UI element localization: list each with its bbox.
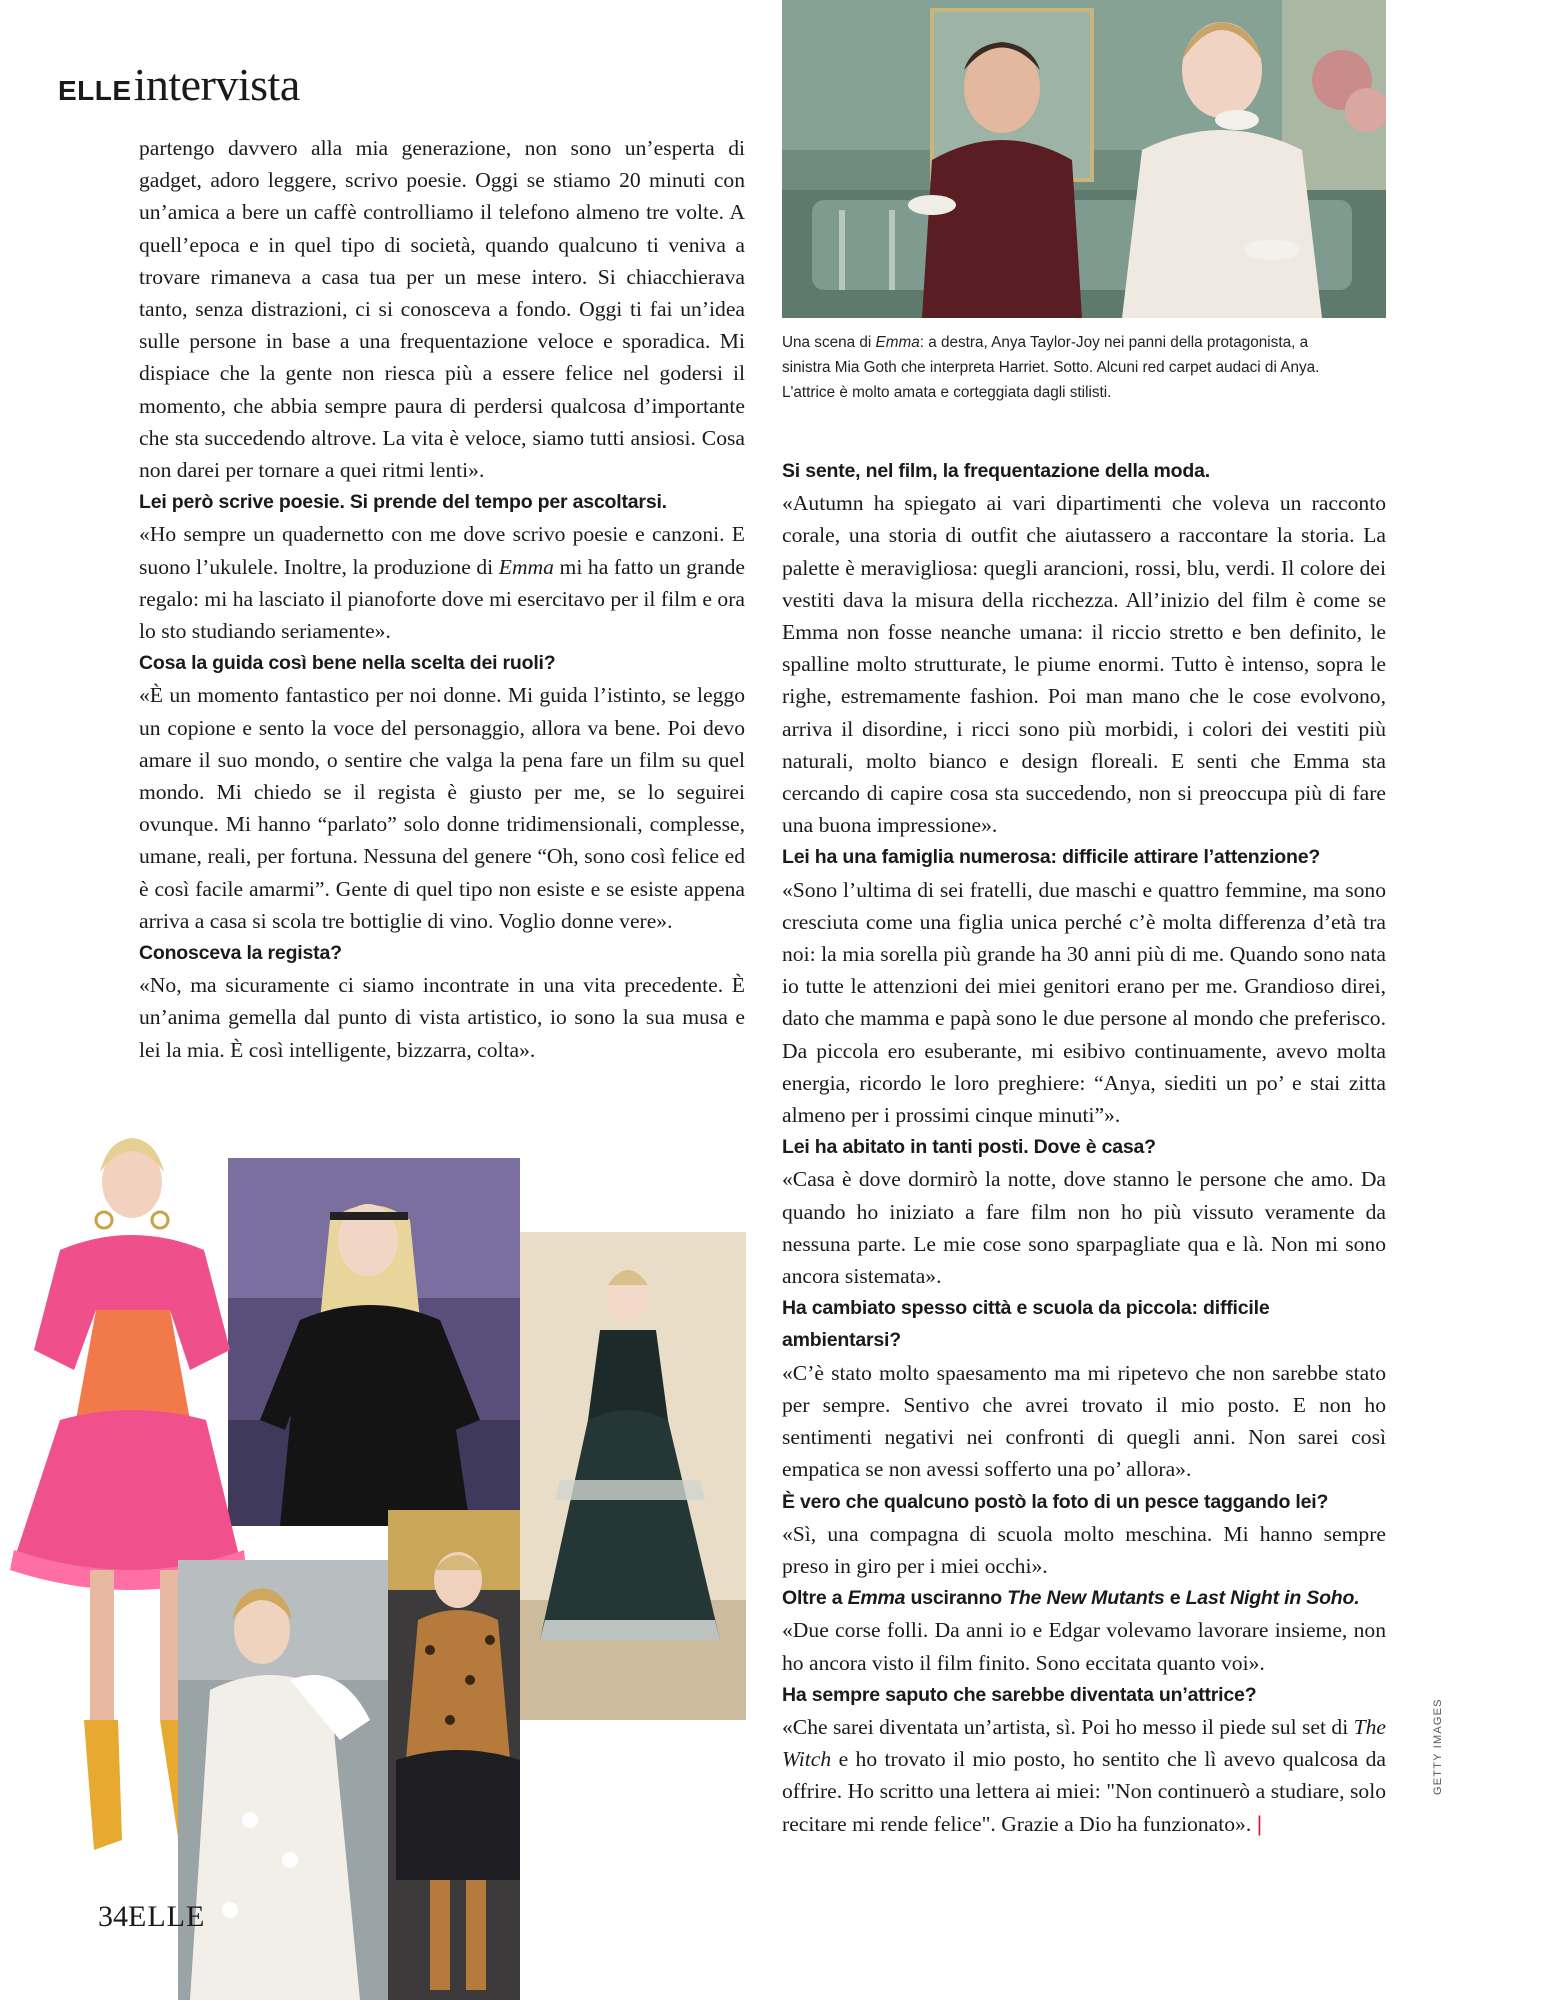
interview-question: Si sente, nel film, la frequentazione della moda. bbox=[782, 460, 1210, 482]
interview-question: Ha sempre saputo che sarebbe diventata un’attrice? bbox=[782, 1683, 1257, 1706]
collage-photo-mesh-gown bbox=[520, 1232, 746, 1720]
paragraph: partengo davvero alla mia generazione, non sono un’esperta di gadget, adoro leggere, scrivo poesie. Oggi se stiamo 20 minuti con un’amica a bere un caffè controlliamo il telefono almeno tre volte. A quell’epoca e in quel tipo di società, quando qualcuno ti veniva a trovare rimaneva a casa tua per un mese intero. Si chiacchierava tanto, senza distrazioni, ci si conosceva a fondo. Oggi ti fai un’idea sulle persone in base a una frequentazione veloce e sporadica. Mi dispiace che la gente non riesca più a essere felice nel godersi il momento, che abbia sempre paura di perdersi qualcosa d’importante che sta succedendo altrove. La vita è veloce, siamo tutti ansiosi. Cosa non darei per tornare a quei ritmi lenti». bbox=[139, 136, 745, 483]
paragraph: «È un momento fantastico per noi donne. Mi guida l’istinto, se leggo un copione e sento la voce del personaggio, allora va bene. Poi devo amare il suo mondo, o sentire che valga la pena fare un film su quel mondo. Mi chiedo se il regista è giusto per me, se lo seguirei ovunque. Mi hanno “parlato” solo donne tridimensionali, complesse, umane, reali, per fortuna. Nessuna del genere “Oh, sono così felice ed è così facile amarmi”. Gente di quel tipo non esiste e se esiste appena arriva a casa si scola tre bottiglie di vino. Voglio donne vere». bbox=[139, 683, 745, 933]
article-column-right bbox=[782, 455, 1386, 1840]
article-column-left bbox=[139, 132, 745, 1066]
film-still-photo bbox=[782, 0, 1386, 318]
red-carpet-collage bbox=[0, 1120, 760, 2000]
section-header bbox=[58, 58, 300, 111]
interview-question: Oltre a Emma usciranno The New Mutants e Last Night in Soho. bbox=[782, 1587, 1360, 1610]
paragraph: «Che sarei diventata un’artista, sì. Poi ho messo il piede sul set di The Witch e ho trovato il mio posto, ho sentito che lì avevo qualcosa da offrire. Ho scritto una lettera ai miei: "Non continuerò a studiare, solo recitare mi rende felice". Grazie a Dio ha funzionato». | bbox=[782, 1714, 1386, 1836]
photo-caption: Una scena di Emma: a destra, Anya Taylor-Joy nei panni della protagonista, a sinistra Mia Goth che interpreta Harriet. Sotto. Alcuni red carpet audaci di Anya. L'attrice è molto amata e corteggiata dagli stilisti. bbox=[782, 334, 1320, 401]
photo-credit: GETTY IMAGES bbox=[1432, 1698, 1444, 1795]
paragraph: «No, ma sicuramente ci siamo incontrate in una vita precedente. È un’anima gemella dal punto di vista artistico, io sono la sua musa e lei la mia. È così intelligente, bizzarra, colta». bbox=[139, 973, 745, 1062]
page-footer bbox=[98, 1900, 205, 1934]
interview-question: Ha cambiato spesso città e scuola da piccola: difficile ambientarsi? bbox=[782, 1297, 1270, 1352]
paragraph: «C’è stato molto spaesamento ma mi ripetevo che non sarebbe stato per sempre. Sentivo che avrei trovato il mio posto. E non ho sentimenti negativi nei confronti di quegli anni. Non sarei così empatica se non avessi sofferto una po’ allora». bbox=[782, 1360, 1386, 1482]
collage-photo-leopard-dress bbox=[388, 1510, 520, 2000]
footer-brand: ELLE bbox=[128, 1900, 206, 1933]
paragraph: «Autumn ha spiegato ai vari dipartimenti che voleva un racconto corale, una storia di outfit che aiutassero a raccontare la storia. La palette è meravigliosa: quegli arancioni, rossi, blu, verdi. Il colore dei vestiti dava la misura della ricchezza. All’inizio del film è come se Emma non fosse neanche umana: il riccio stretto e ben definito, le spalline molto strutturate, le piume enormi. Tutto è intenso, sopra le righe, estremamente fashion. Poi man mano che le cose evolvono, arriva il disordine, i ricci sono più morbidi, i colori dei vestiti più naturali, molto bianco e design floreali. E senti che Emma sta cercando di capire cosa sta succedendo, non si preoccupa più di fare una buona impressione». bbox=[782, 491, 1386, 838]
interview-question: Lei però scrive poesie. Si prende del tempo per ascoltarsi. bbox=[139, 491, 667, 514]
interview-question: Cosa la guida così bene nella scelta dei ruoli? bbox=[139, 652, 556, 675]
paragraph: «Ho sempre un quadernetto con me dove scrivo poesie e canzoni. E suono l’ukulele. Inoltre, la produzione di Emma mi ha fatto un grande regalo: mi ha lasciato il pianoforte dove mi esercitavo per il film e ora lo sto studiando seriamente». bbox=[139, 522, 745, 644]
brand-logo: ELLE bbox=[58, 75, 132, 106]
interview-question: Lei ha abitato in tanti posti. Dove è casa? bbox=[782, 1136, 1156, 1159]
section-title: intervista bbox=[133, 59, 300, 110]
paragraph: «Casa è dove dormirò la notte, dove stanno le persone che amo. Da quando ho iniziato a fare film non ho più vissuto veramente da nessuna parte. Le mie cose sono sparpagliate qua e là. Non mi sono ancora sistemata». bbox=[782, 1167, 1386, 1289]
interview-question: Conosceva la regista? bbox=[139, 942, 342, 965]
collage-photo-black-dress bbox=[228, 1158, 520, 1526]
interview-question: Lei ha una famiglia numerosa: difficile attirare l’attenzione? bbox=[782, 846, 1321, 869]
paragraph: «Due corse folli. Da anni io e Edgar volevamo lavorare insieme, non ho ancora visto il film finito. Sono eccitata quanto voi». bbox=[782, 1618, 1386, 1675]
collage-photo-feather-dress bbox=[178, 1560, 388, 2000]
paragraph: «Sono l’ultima di sei fratelli, due maschi e quattro femmine, ma sono cresciuta come una figlia unica perché c’è molta differenza d’età tra noi: la mia sorella più grande ha 30 anni più di me. Quando sono nata io tutte le attenzioni dei miei genitori erano per me. Grandioso direi, dato che mamma e papà sono le due persone al mondo che preferisco. Da piccola ero esuberante, mi esibivo continuamente, avevo molta energia, ricordo le loro preghiere: “Anya, siediti un po’ e stai zitta almeno per i prossimi cinque minuti”». bbox=[782, 877, 1386, 1128]
paragraph: «Sì, una compagna di scuola molto meschina. Mi hanno sempre preso in giro per i miei occhi». bbox=[782, 1521, 1386, 1578]
interview-question: È vero che qualcuno postò la foto di un pesce taggando lei? bbox=[782, 1490, 1329, 1513]
page-number: 34 bbox=[98, 1900, 128, 1933]
end-mark: | bbox=[1256, 1810, 1263, 1836]
